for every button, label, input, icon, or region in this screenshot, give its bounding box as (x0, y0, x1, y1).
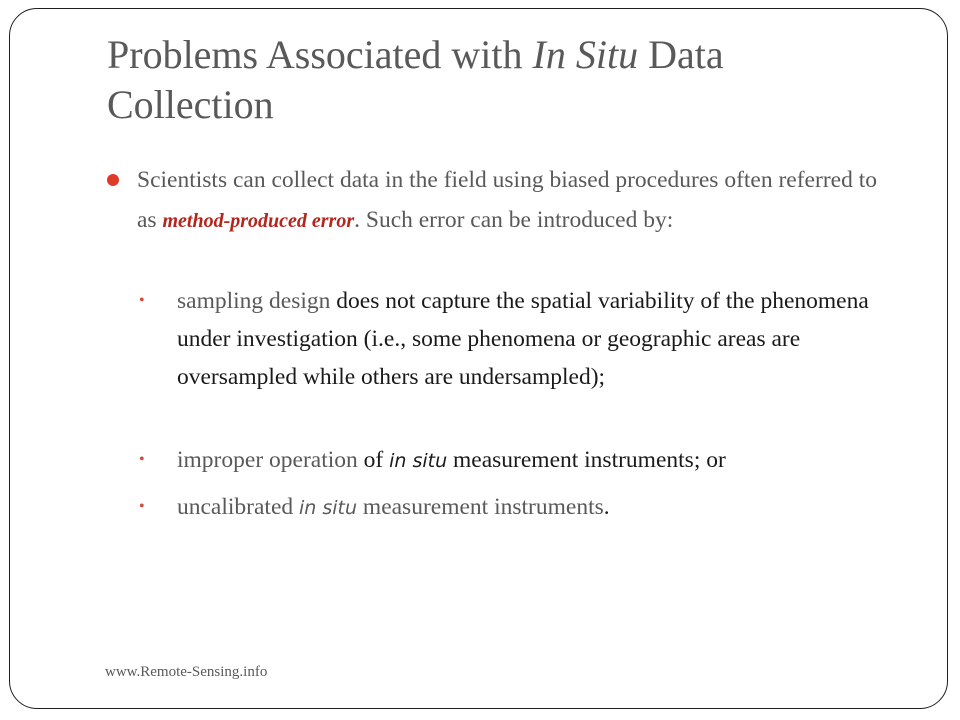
sub-bullet-3-rest: . (603, 494, 610, 520)
title-text-italic: In Situ (532, 32, 639, 77)
bullet-dot-icon (107, 174, 119, 186)
sub-bullet-1-text (177, 282, 897, 396)
sub-bullet-tick-icon: • (139, 292, 145, 309)
sub-bullet-3-ital: in situ (299, 497, 358, 519)
sub-bullet-1-lead: sampling design (177, 288, 331, 314)
main-bullet-emphasis: method-produced error (162, 210, 355, 232)
sub-bullet-2-mid: of (357, 447, 390, 473)
sub-bullet-tick-icon: • (139, 498, 145, 515)
slide-title (107, 30, 907, 130)
title-text-line2: Collection (107, 82, 274, 127)
main-bullet-after: . Such error can be introduced by: (354, 207, 674, 233)
title-text-part1: Problems Associated with (107, 32, 533, 77)
sub-bullet-1-rest: does not capture the spatial variability of the phenomena under investigation (i.e., some phenomena or geographic areas are oversampled while others are undersampled); (177, 288, 869, 390)
sub-bullet-2-rest: measurement instruments; or (447, 447, 726, 473)
sub-bullet-tick-icon: • (139, 451, 145, 468)
footer-url[interactable]: www.Remote-Sensing.info (105, 664, 268, 680)
sub-bullet-3-text (177, 488, 897, 527)
main-bullet-before: Scientists can collect data in the field using biased procedures often referred to as (137, 167, 877, 233)
sub-bullet-2-lead: improper operation (177, 447, 358, 473)
title-text-part2: Data (638, 32, 724, 77)
sub-bullet-3-mid: measurement instruments (357, 494, 604, 520)
sub-bullet-3-lead: uncalibrated (177, 494, 300, 520)
main-bullet-text (137, 160, 887, 241)
sub-bullet-2-text (177, 441, 897, 480)
sub-bullet-2-ital: in situ (389, 450, 448, 472)
